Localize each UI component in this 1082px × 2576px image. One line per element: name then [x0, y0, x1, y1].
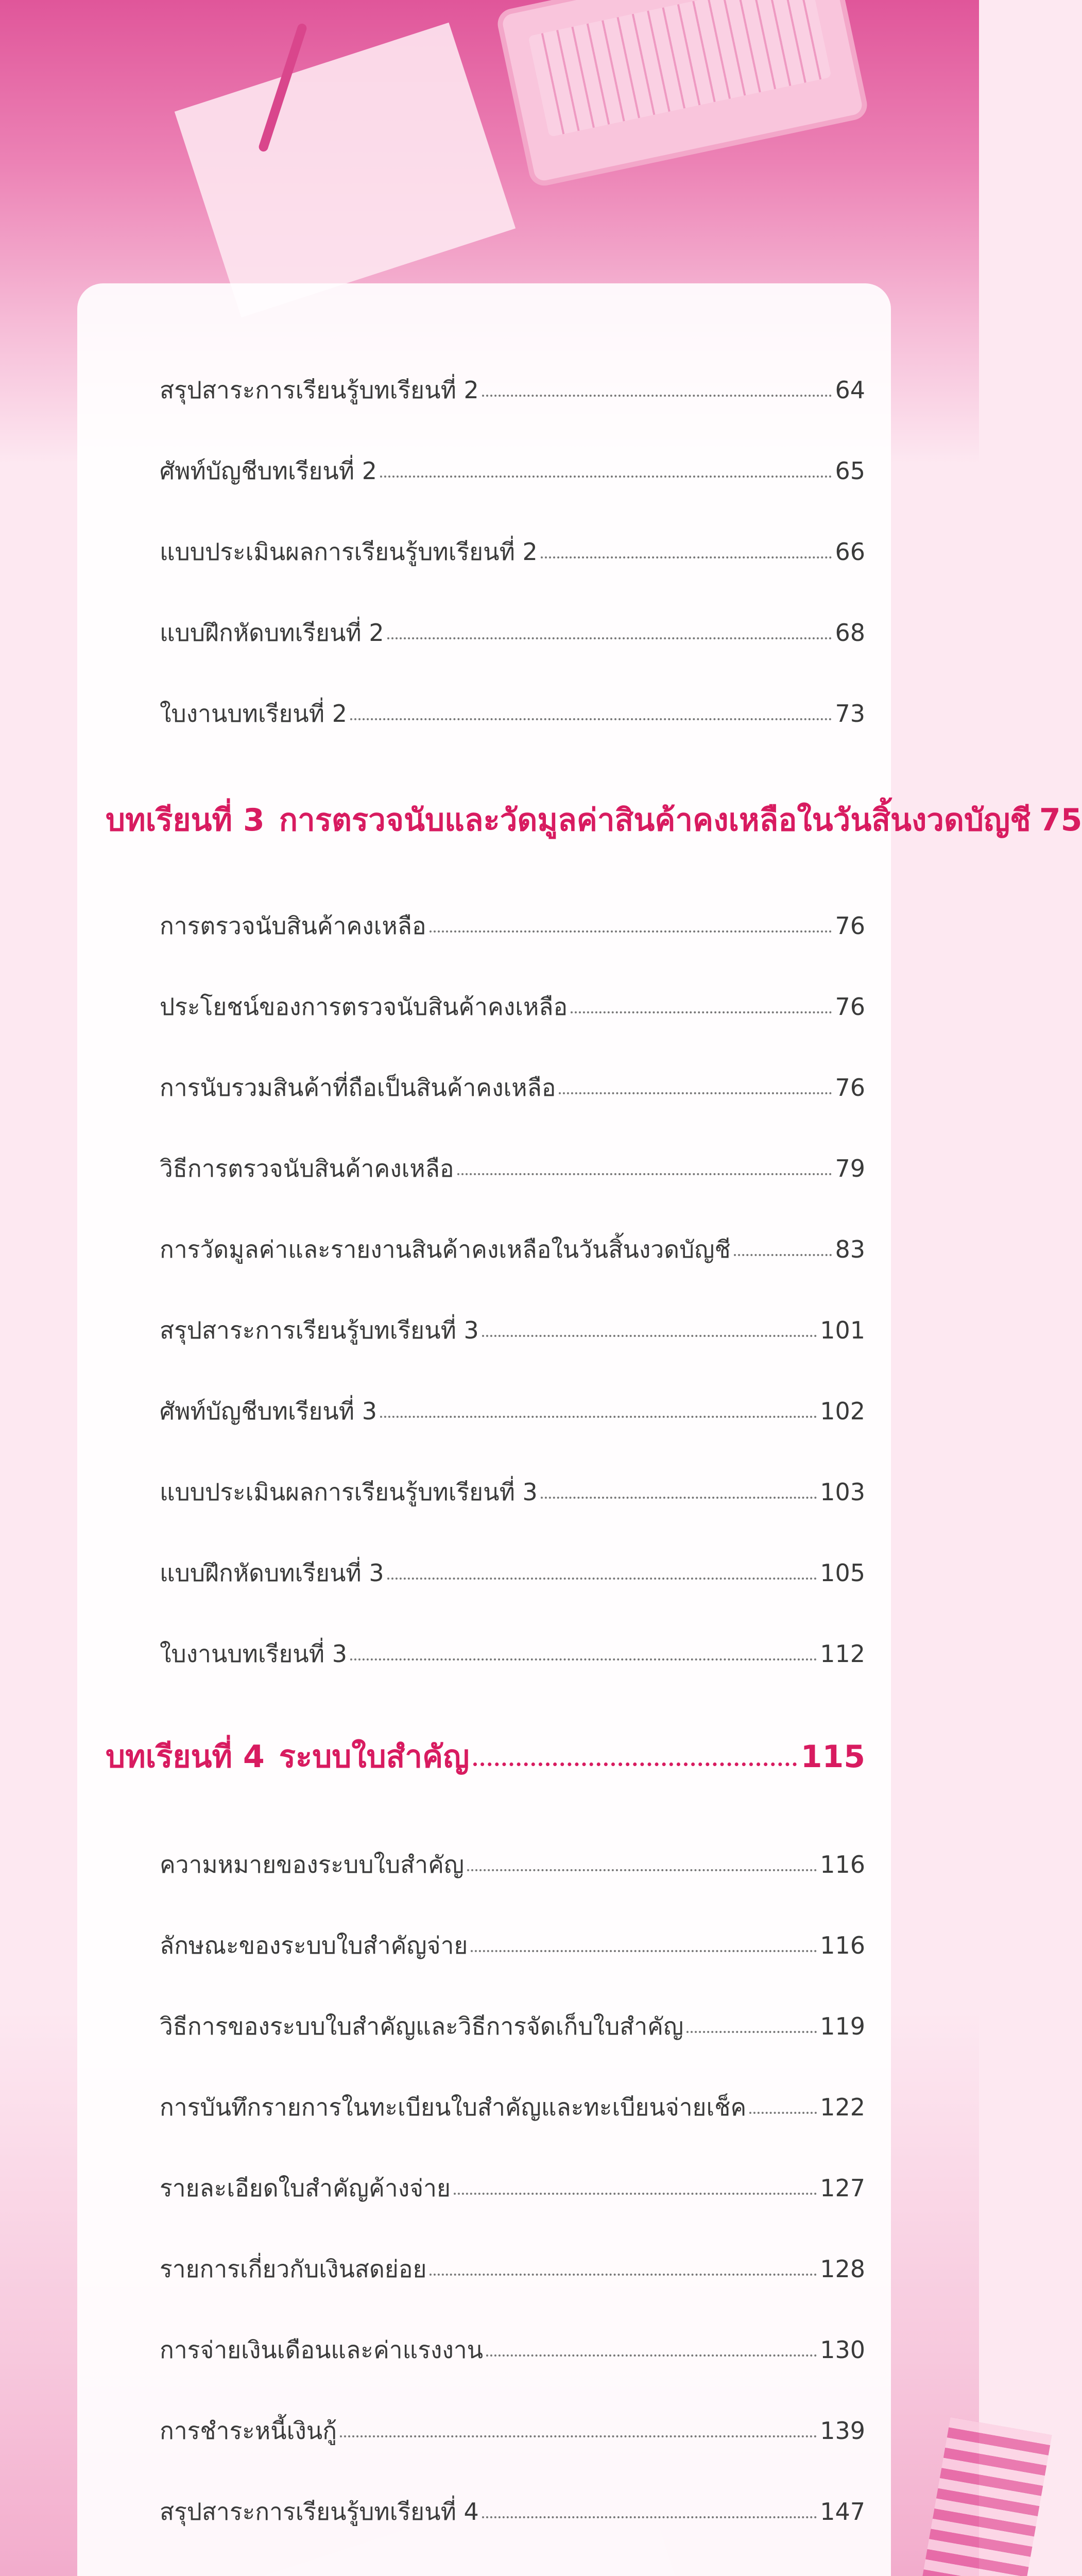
toc-entry-page: 116 — [820, 1851, 865, 1878]
toc-entry-page: 128 — [820, 2255, 865, 2283]
toc-entry-label: แบบฝึกหัดบทเรียนที่ 2 — [160, 619, 384, 647]
dot-leader — [350, 1658, 817, 1660]
chapter-page: 115 — [800, 1739, 865, 1775]
dot-leader — [473, 1762, 796, 1766]
toc-entry[interactable] — [160, 2482, 865, 2526]
dot-leader — [340, 2435, 817, 2437]
toc-entry[interactable] — [160, 2159, 865, 2200]
toc-entry-label: แบบฝึกหัดบทเรียนที่ 3 — [160, 1559, 384, 1587]
toc-entry[interactable] — [160, 361, 865, 402]
toc-entry[interactable] — [160, 684, 865, 725]
toc-entry[interactable] — [160, 2401, 865, 2443]
toc-entry[interactable] — [160, 1382, 865, 1423]
toc-entry-label: ใบงานบทเรียนที่ 3 — [160, 1640, 347, 1668]
toc-entry-page: 102 — [820, 1397, 865, 1425]
toc-entry-page: 79 — [835, 1155, 865, 1182]
toc-entry[interactable] — [160, 1916, 865, 1957]
chapter-number: บทเรียนที่ 3 — [106, 802, 265, 838]
toc-entry-page: 116 — [820, 1931, 865, 1959]
dot-leader — [467, 1869, 817, 1871]
toc-entry[interactable] — [160, 442, 865, 483]
dot-leader — [387, 1578, 817, 1580]
toc-entry-label: วิธีการตรวจนับสินค้าคงเหลือ — [160, 1155, 454, 1182]
chapter-number: บทเรียนที่ 4 — [106, 1739, 265, 1775]
toc-entry-page: 105 — [820, 1559, 865, 1587]
chapter-heading[interactable] — [106, 784, 1082, 838]
dot-leader — [482, 1335, 817, 1337]
toc-entry-page: 83 — [835, 1235, 865, 1263]
chapter-heading[interactable] — [106, 1721, 865, 1775]
toc-entry[interactable] — [160, 2078, 865, 2119]
dot-leader — [482, 395, 832, 397]
toc-entry-page: 103 — [820, 1478, 865, 1506]
toc-entry[interactable] — [160, 1058, 865, 1099]
toc-entry-page: 139 — [820, 2417, 865, 2445]
toc-entry-page: 127 — [820, 2174, 865, 2202]
dot-leader — [380, 1416, 817, 1418]
toc-entry[interactable] — [160, 1835, 865, 1876]
toc-entry-page: 73 — [835, 700, 865, 727]
dot-leader — [571, 1011, 832, 1013]
dot-leader — [471, 1950, 817, 1952]
toc-entry-page: 122 — [820, 2093, 865, 2121]
dot-leader — [387, 637, 832, 639]
dot-leader — [380, 476, 832, 478]
toc-entry-label: ความหมายของระบบใบสำคัญ — [160, 1851, 465, 1878]
dot-leader — [541, 556, 832, 558]
toc-entry-label: ศัพท์บัญชีบทเรียนที่ 3 — [160, 1397, 377, 1425]
toc-entry-page: 147 — [820, 2498, 865, 2526]
toc-entry-label: แบบประเมินผลการเรียนรู้บทเรียนที่ 2 — [160, 538, 538, 566]
toc-entry[interactable] — [160, 603, 865, 645]
toc-entry[interactable] — [160, 1301, 865, 1342]
toc-entry-label: การจ่ายเงินเดือนและค่าแรงงาน — [160, 2336, 484, 2364]
dot-leader — [430, 2274, 817, 2276]
toc-entry-page: 76 — [835, 993, 865, 1021]
dot-leader — [454, 2193, 817, 2195]
chapter-title: ระบบใบสำคัญ — [279, 1739, 470, 1775]
toc-entry[interactable] — [160, 522, 865, 564]
toc-entry[interactable] — [160, 1624, 865, 1666]
toc-entry-label: ศัพท์บัญชีบทเรียนที่ 2 — [160, 457, 377, 485]
toc-entry-label: การบันทึกรายการในทะเบียนใบสำคัญและทะเบียนจ่ายเช็ค — [160, 2093, 747, 2121]
toc-entry-label: ประโยชน์ของการตรวจนับสินค้าคงเหลือ — [160, 993, 568, 1021]
dot-leader — [430, 930, 832, 933]
toc-entry-page: 65 — [835, 457, 865, 485]
dot-leader — [541, 1497, 817, 1499]
toc-entry-label: ใบงานบทเรียนที่ 2 — [160, 700, 347, 727]
toc-entry-page: 101 — [820, 1316, 865, 1344]
toc-entry[interactable] — [160, 1544, 865, 1585]
dot-leader — [559, 1092, 832, 1094]
toc-entry-label: แบบประเมินผลการเรียนรู้บทเรียนที่ 3 — [160, 1478, 538, 1506]
toc-entry-page: 76 — [835, 912, 865, 940]
chapter-title: การตรวจนับและวัดมูลค่าสินค้าคงเหลือในวันสิ้นงวดบัญชี — [279, 802, 1031, 838]
toc-entry-page: 64 — [835, 376, 865, 404]
toc-entry[interactable] — [160, 2240, 865, 2281]
toc-entry-page: 68 — [835, 619, 865, 647]
toc-entry[interactable] — [160, 2563, 865, 2576]
toc-entry[interactable] — [160, 1139, 865, 1180]
toc-entry[interactable] — [160, 2320, 865, 2362]
chapter-page: 75 — [1039, 802, 1082, 838]
dot-leader — [457, 1173, 832, 1175]
toc-entry-page: 119 — [820, 2012, 865, 2040]
toc-entry-label: การตรวจนับสินค้าคงเหลือ — [160, 912, 426, 940]
toc-entry-page: 130 — [820, 2336, 865, 2364]
toc-entry-page: 66 — [835, 538, 865, 566]
toc-entry-label: สรุปสาระการเรียนรู้บทเรียนที่ 2 — [160, 376, 479, 404]
dot-leader — [486, 2354, 817, 2357]
toc-entry[interactable] — [160, 1997, 865, 2038]
dot-leader — [749, 2112, 817, 2114]
toc-entry-label: สรุปสาระการเรียนรู้บทเรียนที่ 4 — [160, 2498, 479, 2526]
toc-entry-page: 112 — [820, 1640, 865, 1668]
dot-leader — [686, 2031, 817, 2033]
toc-entry-label: ลักษณะของระบบใบสำคัญจ่าย — [160, 1931, 468, 1959]
toc-entry-label: รายละเอียดใบสำคัญค้างจ่าย — [160, 2174, 451, 2202]
toc-entry-label: การชำระหนี้เงินกู้ — [160, 2417, 337, 2445]
dot-leader — [482, 2516, 817, 2518]
toc-entry[interactable] — [160, 1220, 865, 1261]
toc-entry-label: การวัดมูลค่าและรายงานสินค้าคงเหลือในวันสิ้นงวดบัญชี — [160, 1235, 731, 1263]
toc-entry-label: การนับรวมสินค้าที่ถือเป็นสินค้าคงเหลือ — [160, 1074, 556, 1101]
toc-entry-label: วิธีการของระบบใบสำคัญและวิธีการจัดเก็บใบสำคัญ — [160, 2012, 684, 2040]
toc-entry-label: สรุปสาระการเรียนรู้บทเรียนที่ 3 — [160, 1316, 479, 1344]
dot-leader — [350, 718, 832, 720]
toc-entry-page: 76 — [835, 1074, 865, 1101]
dot-leader — [734, 1254, 832, 1256]
toc-entry-label: รายการเกี่ยวกับเงินสดย่อย — [160, 2255, 427, 2283]
toc-entry[interactable] — [160, 977, 865, 1019]
toc-entry[interactable] — [160, 896, 865, 938]
toc-entry[interactable] — [160, 1463, 865, 1504]
